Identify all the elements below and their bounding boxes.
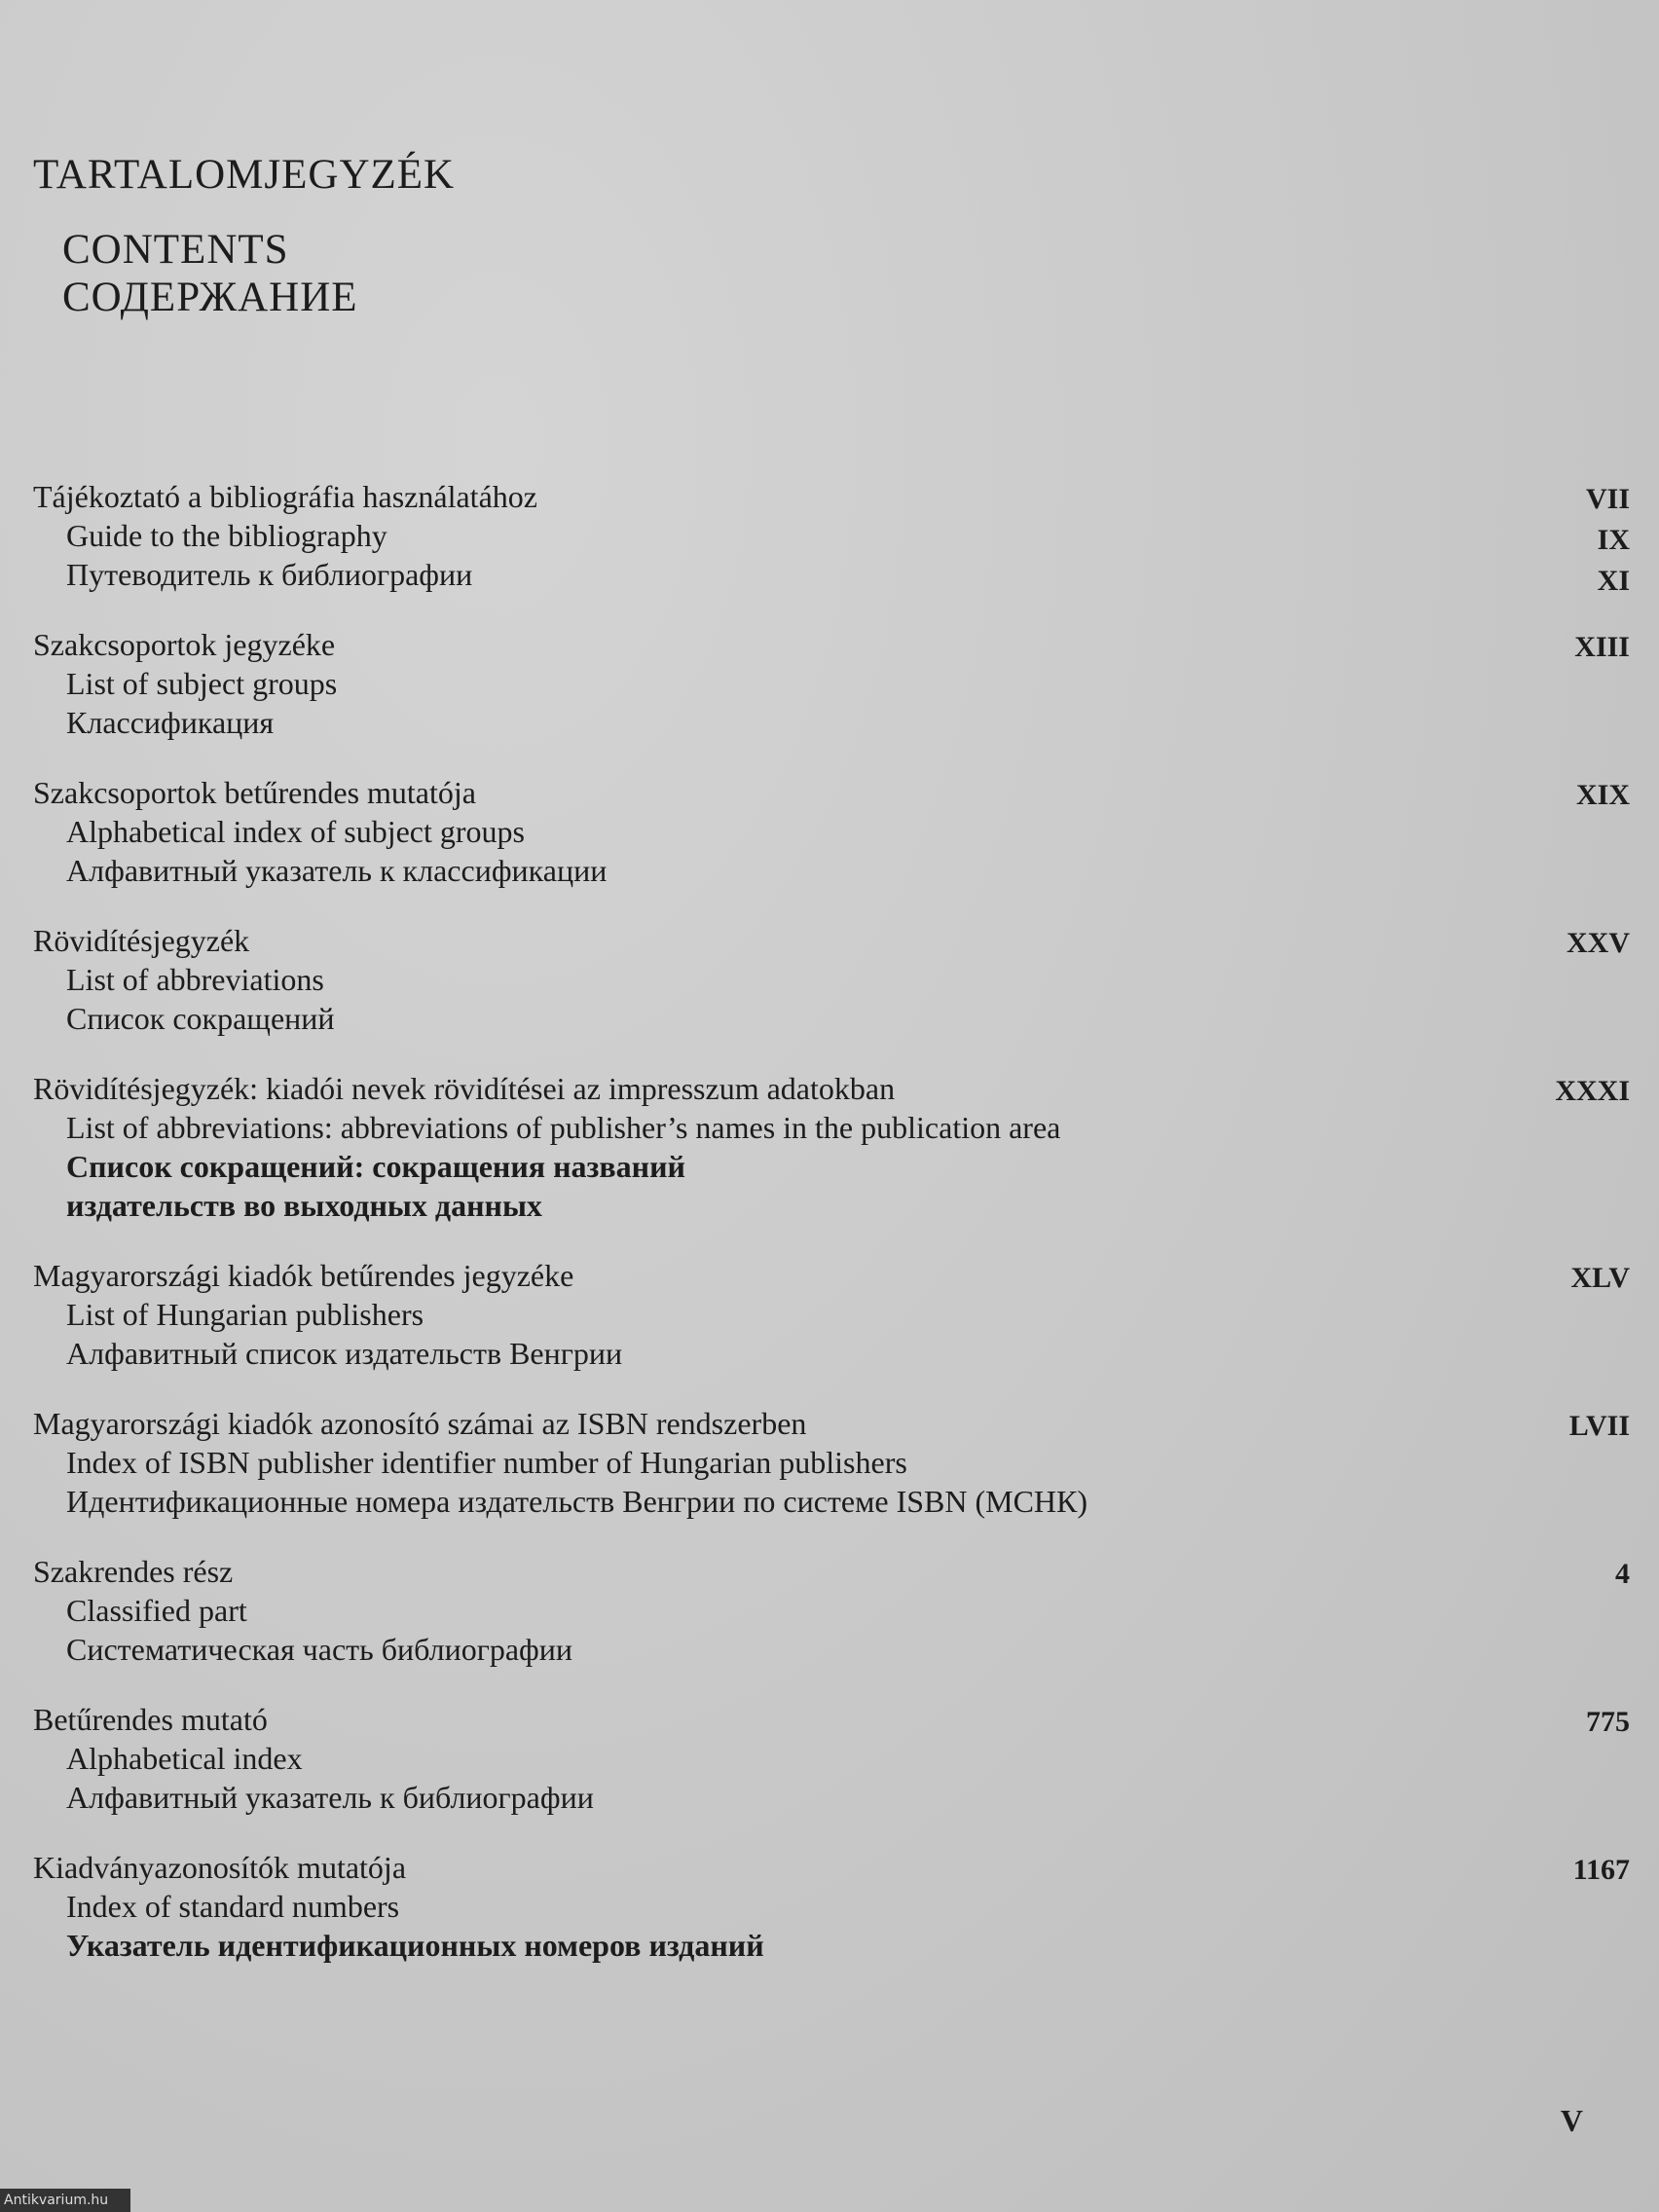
entry-title-en: Index of ISBN publisher identifier number of Hungarian publishers [66, 1445, 907, 1480]
entry-title-en: List of abbreviations: abbreviations of publisher’s names in the publication area [66, 1110, 1061, 1145]
toc-entry[interactable] [33, 1552, 1630, 1669]
toc-entry[interactable] [33, 1404, 1630, 1521]
entry-title-en: Index of standard numbers [66, 1889, 400, 1924]
page-number: 4 [1615, 1558, 1630, 1590]
toc-entry[interactable] [33, 1256, 1630, 1373]
title-hungarian: TARTALOMJEGYZÉK [33, 152, 456, 198]
entry-title-en: Alphabetical index [66, 1741, 303, 1776]
page-numbers [1570, 1258, 1630, 1299]
title-block [33, 151, 455, 322]
page-numbers [1586, 1702, 1630, 1743]
page-number: 1167 [1572, 1854, 1630, 1886]
entry-title-hu: Magyarországi kiadók betűrendes jegyzéke [33, 1258, 574, 1293]
toc-entry[interactable] [33, 477, 1630, 597]
entry-title-hu: Betűrendes mutató [33, 1702, 268, 1737]
entry-title-ru: Классификация [66, 705, 275, 740]
page-number: LVII [1568, 1410, 1630, 1442]
entry-title-ru: Путеводитель к библиографии [66, 557, 473, 592]
page-number: IX [1597, 524, 1630, 556]
entry-title-hu: Kiadványazonosítók mutatója [33, 1850, 407, 1885]
entry-title-hu: Szakcsoportok jegyzéke [33, 627, 336, 662]
entry-title-hu: Tájékoztató a bibliográfia használatához [33, 479, 537, 514]
title-english: CONTENTS [62, 227, 289, 273]
entry-title-en: List of abbreviations [66, 962, 324, 997]
page-number: XIX [1575, 779, 1630, 811]
entry-title-ru: Идентификационные номера издательств Венгрии по системе ISBN (МСНК) [66, 1484, 1088, 1519]
entry-title-ru: Список сокращений: сокращения названий [66, 1149, 685, 1184]
page-number: VII [1585, 483, 1630, 515]
entry-title-hu: Szakrendes rész [33, 1554, 234, 1589]
title-russian: СОДЕРЖАНИЕ [62, 275, 358, 321]
entry-title-hu: Rövidítésjegyzék [33, 923, 250, 958]
entry-title-ru: Алфавитный список издательств Венгрии [66, 1336, 623, 1371]
page-numbers [1574, 627, 1630, 668]
page-numbers [1567, 923, 1630, 964]
page-numbers [1573, 1850, 1630, 1891]
folio-page-number: V [1560, 2103, 1583, 2138]
entry-title-ru: Алфавитный указатель к библиографии [66, 1780, 594, 1815]
entry-title-ru: Алфавитный указатель к классификации [66, 853, 608, 888]
page-numbers [1555, 1071, 1630, 1112]
page-numbers [1576, 775, 1630, 816]
entry-title-en: List of Hungarian publishers [66, 1297, 424, 1332]
toc-entry[interactable] [33, 921, 1630, 1038]
toc-entry[interactable] [33, 1069, 1630, 1225]
entry-title-en: Guide to the bibliography [66, 518, 387, 553]
entry-title-hu: Rövidítésjegyzék: kiadói nevek rövidítései az impresszum adatokban [33, 1071, 896, 1106]
contents-list [33, 477, 1630, 1996]
entry-title-en: Classified part [66, 1593, 247, 1628]
toc-entry[interactable] [33, 1700, 1630, 1817]
page-number: XIII [1574, 631, 1630, 663]
page-number: XXXI [1555, 1075, 1630, 1107]
page-numbers [1615, 1554, 1630, 1595]
page-number: XXV [1567, 927, 1630, 959]
toc-entry[interactable] [33, 1848, 1630, 1965]
entry-title-en: List of subject groups [66, 666, 338, 701]
page-numbers [1569, 1406, 1630, 1447]
page-numbers [1586, 479, 1630, 602]
page-number: XLV [1570, 1262, 1630, 1294]
page-number: XI [1597, 565, 1630, 597]
toc-entry[interactable] [33, 773, 1630, 890]
entry-title-hu: Magyarországi kiadók azonosító számai az ISBN rendszerben [33, 1406, 807, 1441]
entry-title-en: Alphabetical index of subject groups [66, 814, 525, 849]
page-number: 775 [1586, 1706, 1630, 1738]
toc-entry[interactable] [33, 625, 1630, 742]
watermark-logo: Antikvarium.hu [0, 2189, 130, 2212]
entry-title-ru-continued: издательств во выходных данных [66, 1188, 542, 1223]
entry-title-ru: Систематическая часть библиографии [66, 1632, 573, 1667]
entry-title-hu: Szakcsoportok betűrendes mutatója [33, 775, 476, 810]
entry-title-ru: Список сокращений [66, 1001, 335, 1036]
entry-title-ru: Указатель идентификационных номеров изданий [66, 1928, 764, 1963]
